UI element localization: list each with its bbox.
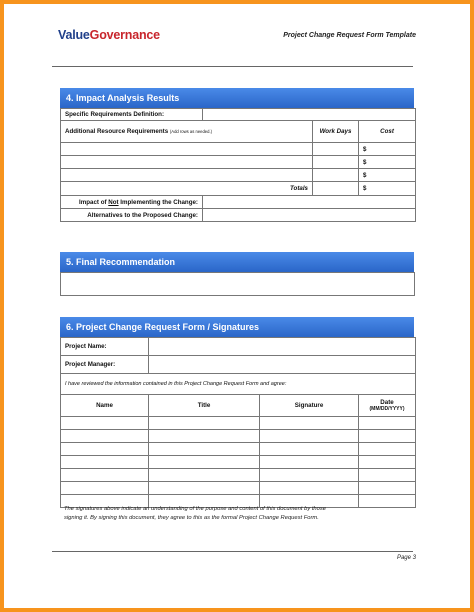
brand-logo-part1: Value <box>58 28 90 42</box>
date-cell[interactable] <box>359 430 416 443</box>
work-days-cell[interactable] <box>313 143 359 156</box>
date-cell[interactable] <box>359 469 416 482</box>
signature-cell[interactable] <box>260 469 359 482</box>
totals-work-days-cell[interactable] <box>313 182 359 196</box>
date-label: Date <box>380 398 394 406</box>
additional-resource-header <box>61 121 313 143</box>
resource-row <box>61 156 416 169</box>
signature-cell[interactable] <box>260 430 359 443</box>
cost-cell[interactable]: $ <box>359 169 416 182</box>
resource-cell[interactable] <box>61 143 313 156</box>
resource-cell[interactable] <box>61 156 313 169</box>
additional-resource-label: Additional Resource Requirements <box>65 128 169 135</box>
date-column-header <box>359 395 416 417</box>
page-number: Page 3 <box>396 555 416 561</box>
project-name-field[interactable] <box>149 338 416 356</box>
title-cell[interactable] <box>149 482 260 495</box>
name-cell[interactable] <box>61 482 149 495</box>
signature-cell[interactable] <box>260 417 359 430</box>
additional-resource-note: (Add rows as needed.) <box>169 129 213 134</box>
header-rule <box>52 66 413 67</box>
footnote-line-1: The signatures above indicate an understanding of the purpose and content of this document by those <box>64 506 327 512</box>
name-cell[interactable] <box>61 456 149 469</box>
cost-cell[interactable]: $ <box>359 156 416 169</box>
resource-row <box>61 143 416 156</box>
impact-label-not: Not <box>108 198 119 206</box>
signature-cell[interactable] <box>260 443 359 456</box>
work-days-cell[interactable] <box>313 156 359 169</box>
footnote-line-2: signing it. By signing this document, they agree to this as the formal Project Change Request Form. <box>64 514 319 521</box>
totals-label: Totals <box>61 182 313 196</box>
project-manager-field[interactable] <box>149 356 416 374</box>
specific-requirements-field[interactable] <box>203 109 416 121</box>
reviewed-statement: I have reviewed the information contained in this Project Change Request Form and agree: <box>61 374 416 395</box>
title-cell[interactable] <box>149 456 260 469</box>
section-4-header: 4. Impact Analysis Results <box>60 88 414 108</box>
totals-row <box>61 182 416 196</box>
signature-cell[interactable] <box>260 456 359 469</box>
project-manager-label: Project Manager: <box>61 356 149 374</box>
signature-column-header: Signature <box>260 395 359 417</box>
name-column-header: Name <box>61 395 149 417</box>
title-cell[interactable] <box>149 443 260 456</box>
totals-cost-cell[interactable]: $ <box>359 182 416 196</box>
signature-cell[interactable] <box>260 482 359 495</box>
signature-row <box>61 469 416 482</box>
impact-analysis-table <box>60 108 416 222</box>
signature-footnote <box>64 505 409 522</box>
name-cell[interactable] <box>61 443 149 456</box>
cost-header: Cost <box>359 121 416 143</box>
impact-not-implementing-label <box>61 196 203 209</box>
impact-not-implementing-field[interactable] <box>203 196 416 209</box>
work-days-cell[interactable] <box>313 169 359 182</box>
final-recommendation-field[interactable] <box>60 272 415 296</box>
date-cell[interactable] <box>359 443 416 456</box>
resource-row <box>61 169 416 182</box>
work-days-header: Work Days <box>313 121 359 143</box>
footer-rule <box>52 551 413 552</box>
project-info-table <box>60 337 416 395</box>
title-cell[interactable] <box>149 430 260 443</box>
name-cell[interactable] <box>61 469 149 482</box>
alternatives-label: Alternatives to the Proposed Change: <box>61 209 203 222</box>
name-cell[interactable] <box>61 430 149 443</box>
brand-logo <box>58 28 160 42</box>
date-cell[interactable] <box>359 456 416 469</box>
impact-label-pre: Impact of <box>79 198 109 206</box>
title-cell[interactable] <box>149 469 260 482</box>
brand-logo-part2: Governance <box>89 28 160 42</box>
signature-row <box>61 482 416 495</box>
signatures-table <box>60 394 416 508</box>
signature-row <box>61 443 416 456</box>
date-cell[interactable] <box>359 417 416 430</box>
signature-row <box>61 430 416 443</box>
impact-label-post: Implementing the Change: <box>118 198 198 206</box>
document-title: Project Change Request Form Template <box>283 32 416 39</box>
date-format: (MM/DD/YYYY) <box>369 405 405 412</box>
signature-row <box>61 417 416 430</box>
signature-row <box>61 456 416 469</box>
alternatives-field[interactable] <box>203 209 416 222</box>
cost-cell[interactable]: $ <box>359 143 416 156</box>
specific-requirements-label: Specific Requirements Definition: <box>61 109 203 121</box>
date-cell[interactable] <box>359 482 416 495</box>
name-cell[interactable] <box>61 417 149 430</box>
title-cell[interactable] <box>149 417 260 430</box>
section-5-header: 5. Final Recommendation <box>60 252 414 272</box>
resource-cell[interactable] <box>61 169 313 182</box>
project-name-label: Project Name: <box>61 338 149 356</box>
title-column-header: Title <box>149 395 260 417</box>
section-6-header: 6. Project Change Request Form / Signatures <box>60 317 414 337</box>
